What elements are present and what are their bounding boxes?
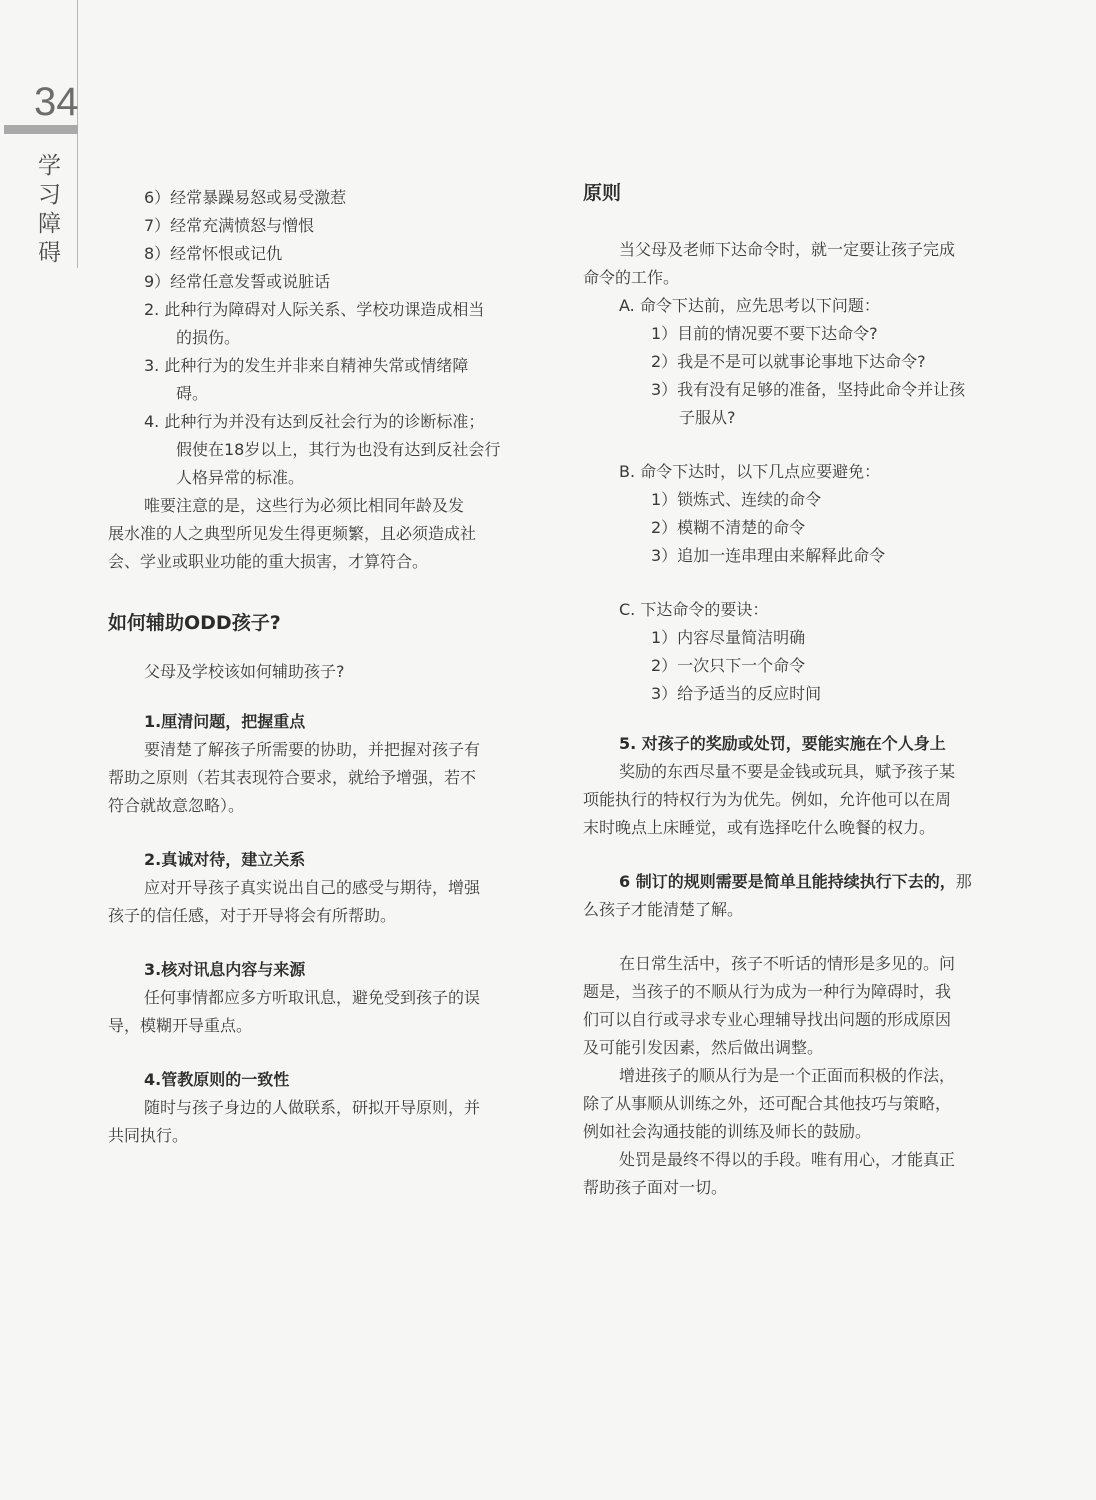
tip-line: 应对开导孩子真实说出自己的感受与期待，增强	[144, 878, 481, 897]
tip-title: 4.管教原则的一致性	[144, 1070, 290, 1089]
criterion-4-cont: 假使在18岁以上，其行为也没有达到反社会行	[176, 440, 501, 459]
list-item-cont: 子服从?	[679, 408, 736, 427]
tip-line: 帮助之原则（若其表现符合要求，就给予增强，若不	[108, 768, 477, 787]
intro-line: 父母及学校该如何辅助孩子?	[144, 662, 345, 681]
list-item: 3）追加一连串理由来解释此命令	[651, 546, 886, 565]
point-6-line	[583, 868, 1007, 896]
note-line: 会、学业或职业功能的重大损害，才算符合。	[108, 552, 429, 571]
tip-line: 共同执行。	[108, 1126, 189, 1145]
tip-line: 孩子的信任感，对于开导将会有所帮助。	[108, 906, 397, 925]
group-a-label: A. 命令下达前，应先思考以下问题：	[619, 296, 880, 315]
para-line: 题是，当孩子的不顺从行为成为一种行为障碍时，我	[583, 982, 952, 1001]
point-5-title: 5. 对孩子的奖励或处罚，要能实施在个人身上	[619, 734, 946, 753]
criterion-3-cont: 碍。	[176, 384, 209, 403]
tip-line: 符合就故意忽略）。	[108, 796, 245, 815]
list-item: 1）内容尽量简洁明确	[651, 628, 806, 647]
group-b-label: B. 命令下达时，以下几点应要避免：	[619, 462, 881, 481]
point-5-line: 奖励的东西尽量不要是金钱或玩具，赋予孩子某	[619, 762, 956, 781]
intro-line: 当父母及老师下达命令时，就一定要让孩子完成	[619, 240, 956, 259]
tip-title: 2.真诚对待，建立关系	[144, 850, 306, 869]
para-line: 例如社会沟通技能的训练及师长的鼓励。	[583, 1122, 872, 1141]
tip-line: 随时与孩子身边的人做联系，研拟开导原则，并	[144, 1098, 481, 1117]
para-line: 帮助孩子面对一切。	[583, 1178, 728, 1197]
point-5-line: 末时晚点上床睡觉，或有选择吃什么晚餐的权力。	[583, 818, 936, 837]
list-item: 2）我是不是可以就事论事地下达命令?	[651, 352, 926, 371]
page-number: 34	[34, 80, 79, 124]
intro-line: 命令的工作。	[583, 268, 680, 287]
point-6-title: 6 制订的规则需要是简单且能持续执行下去的，	[619, 872, 956, 891]
running-title: 学习障碍	[38, 153, 61, 266]
criterion-4-cont: 人格异常的标准。	[176, 468, 305, 487]
tip-title: 1.厘清问题，把握重点	[144, 712, 306, 731]
criterion-4: 4. 此种行为并没有达到反社会行为的诊断标准；	[144, 412, 485, 431]
list-item: 1）目前的情况要不要下达命令?	[651, 324, 878, 343]
para-line: 在日常生活中，孩子不听话的情形是多见的。问	[619, 954, 956, 973]
tip-title: 3.核对讯息内容与来源	[144, 960, 306, 979]
tip-line: 任何事情都应多方听取讯息，避免受到孩子的误	[144, 988, 481, 1007]
criterion-2-cont: 的损伤。	[176, 328, 241, 347]
page-number-bar	[4, 125, 78, 134]
para-line: 及可能引发因素，然后做出调整。	[583, 1038, 824, 1057]
list-item: 8）经常怀恨或记仇	[144, 244, 283, 263]
section-heading: 原则	[583, 182, 622, 204]
para-line: 增进孩子的顺从行为是一个正面而积极的作法，	[619, 1066, 956, 1085]
left-column	[108, 184, 532, 1150]
criterion-3: 3. 此种行为的发生并非来自精神失常或情绪障	[144, 356, 469, 375]
list-item: 6）经常暴躁易怒或易受激惹	[144, 188, 347, 207]
list-item: 2）一次只下一个命令	[651, 656, 806, 675]
point-6-line: 么孩子才能清楚了解。	[583, 900, 744, 919]
list-item: 1）锁炼式、连续的命令	[651, 490, 822, 509]
note-line: 唯要注意的是，这些行为必须比相同年龄及发	[144, 496, 465, 515]
list-item: 3）给予适当的反应时间	[651, 684, 822, 703]
list-item: 9）经常任意发誓或说脏话	[144, 272, 331, 291]
para-line: 们可以自行或寻求专业心理辅导找出问题的形成原因	[583, 1010, 952, 1029]
para-line: 处罚是最终不得以的手段。唯有用心，才能真正	[619, 1150, 956, 1169]
criterion-2: 2. 此种行为障碍对人际关系、学校功课造成相当	[144, 300, 485, 319]
note-line: 展水准的人之典型所见发生得更频繁，且必须造成社	[108, 524, 477, 543]
list-item: 7）经常充满愤怒与憎恨	[144, 216, 315, 235]
group-c-label: C. 下达命令的要诀：	[619, 600, 769, 619]
margin-rule	[77, 0, 78, 268]
tip-line: 导，模糊开导重点。	[108, 1016, 253, 1035]
point-6-rest: 那	[955, 872, 972, 891]
section-heading: 如何辅助ODD孩子?	[108, 612, 281, 634]
list-item: 3）我有没有足够的准备，坚持此命令并让孩	[651, 380, 966, 399]
right-column	[583, 176, 1007, 1202]
list-item: 2）模糊不清楚的命令	[651, 518, 806, 537]
para-line: 除了从事顺从训练之外，还可配合其他技巧与策略，	[583, 1094, 952, 1113]
point-5-line: 项能执行的特权行为为优先。例如，允许他可以在周	[583, 790, 952, 809]
tip-line: 要清楚了解孩子所需要的协助，并把握对孩子有	[144, 740, 481, 759]
